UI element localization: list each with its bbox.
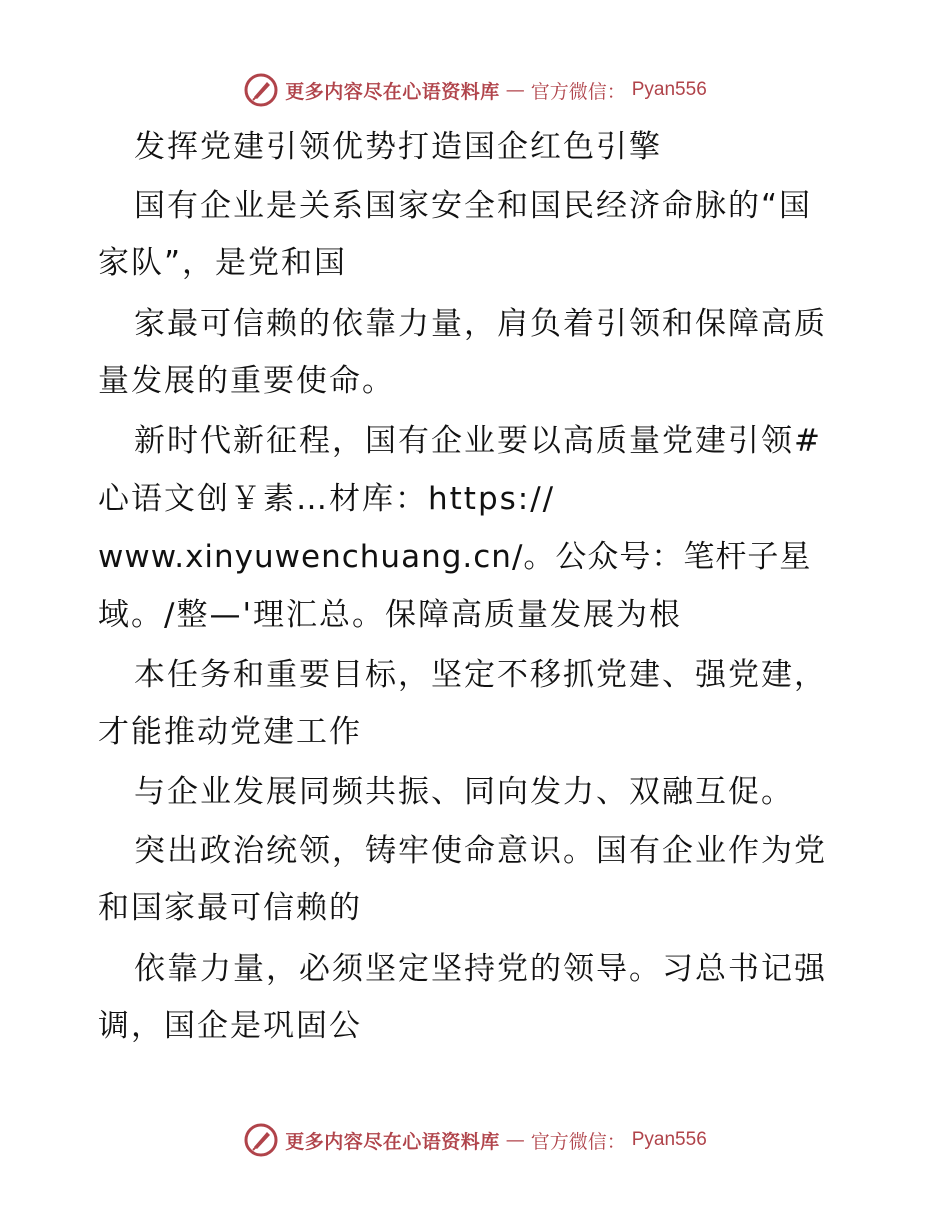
document-line: 量发展的重要使命。 [98, 363, 395, 399]
banner-wechat-id: Pyan556 [631, 79, 707, 100]
document-line: 依靠力量，必须坚定坚持党的领导。习总书记强 [134, 951, 827, 987]
footer-banner [0, 1120, 950, 1160]
document-line: 本任务和重要目标，坚定不移抓党建、强党建， [134, 657, 827, 693]
document-line: 和国家最可信赖的 [98, 890, 362, 926]
banner-slogan: 更多内容尽在心语资料库 [285, 80, 500, 103]
header-banner [0, 70, 950, 110]
document-line: 家最可信赖的依靠力量，肩负着引领和保障高质 [134, 306, 827, 342]
document-line: 心语文创￥素…材库：https:// [98, 481, 556, 517]
document-title: 发挥党建引领优势打造国企红色引擎 [134, 129, 662, 165]
banner-slogan: 更多内容尽在心语资料库 [285, 1130, 500, 1153]
banner-wechat-label: 官方微信： [530, 1130, 626, 1153]
document-line: 新时代新征程，国有企业要以高质量党建引领# [134, 423, 822, 459]
quill-seal-icon [243, 72, 279, 108]
banner-dash: — [505, 79, 525, 101]
document-line: 家队”，是党和国 [98, 245, 348, 281]
quill-seal-icon [243, 1122, 279, 1158]
document-line: 国有企业是关系国家安全和国民经济命脉的“国 [134, 188, 813, 224]
document-line: 域。/整—'理汇总。保障高质量发展为根 [98, 597, 682, 633]
document-line: 才能推动党建工作 [98, 714, 362, 750]
document-line: 调，国企是巩固公 [98, 1008, 362, 1044]
banner-wechat-id: Pyan556 [631, 1129, 707, 1150]
banner-dash: — [505, 1129, 525, 1151]
document-line: 突出政治统领，铸牢使命意识。国有企业作为党 [134, 833, 827, 869]
banner-wechat-label: 官方微信： [530, 80, 626, 103]
document-line: www.xinyuwenchuang.cn/。公众号：笔杆子星 [98, 539, 812, 575]
document-line: 与企业发展同频共振、同向发力、双融互促。 [134, 774, 794, 810]
